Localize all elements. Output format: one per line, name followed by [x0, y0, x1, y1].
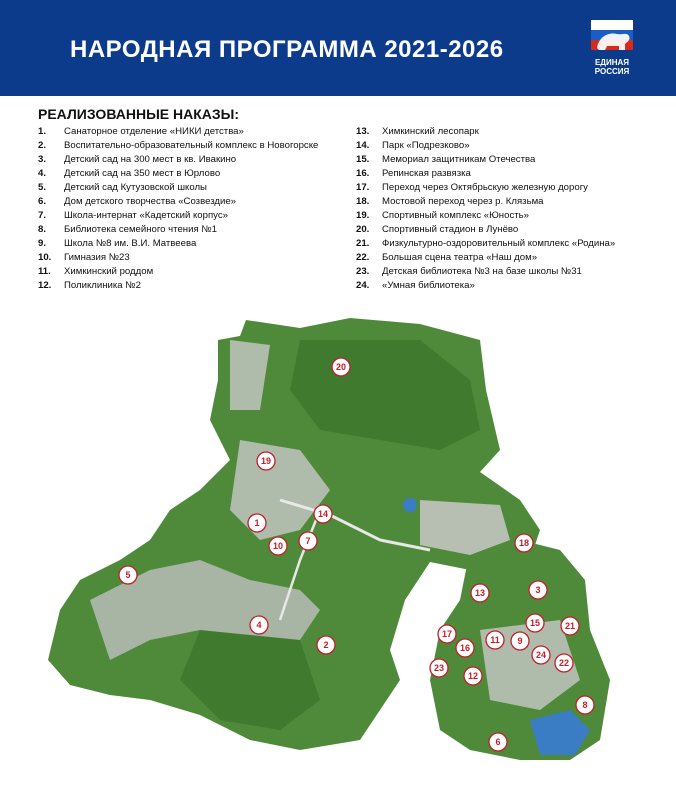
list-item	[38, 280, 338, 291]
pin-label: 3	[535, 585, 541, 595]
pin-label: 18	[518, 538, 530, 548]
item-text: Физкультурно-оздоровительный комплекс «Родина»	[382, 238, 616, 249]
map-pin-15[interactable]	[526, 614, 544, 632]
list-item	[356, 238, 656, 249]
pin-label: 20	[335, 362, 347, 372]
list-item	[38, 154, 338, 165]
item-number: 6.	[38, 196, 47, 207]
map-pin-13[interactable]	[471, 584, 489, 602]
list-item	[38, 182, 338, 193]
pin-label: 5	[125, 570, 131, 580]
map-pin-9[interactable]	[511, 632, 529, 650]
map-pin-1[interactable]	[248, 514, 266, 532]
pin-label: 17	[441, 629, 453, 639]
item-number: 7.	[38, 210, 47, 221]
pin-label: 2	[323, 640, 329, 650]
list-item	[356, 224, 656, 235]
pin-label: 24	[535, 650, 547, 660]
item-text: Воспитательно-образовательный комплекс в Новогорске	[64, 140, 319, 151]
list-item	[38, 210, 338, 221]
list-item	[38, 168, 338, 179]
map-pin-16[interactable]	[456, 639, 474, 657]
logo-text-line-2: РОССИЯ	[594, 67, 630, 76]
pin-label: 19	[260, 456, 272, 466]
list-item	[356, 196, 656, 207]
item-number: 3.	[38, 154, 47, 165]
pin-label: 6	[495, 737, 501, 747]
pin-label: 8	[582, 700, 588, 710]
header-banner	[0, 0, 676, 96]
map-pin-17[interactable]	[438, 625, 456, 643]
list-item	[38, 252, 338, 263]
item-text: Парк «Подрезково»	[382, 140, 470, 151]
item-number: 1.	[38, 126, 47, 137]
map-pin-2[interactable]	[317, 636, 335, 654]
list-item	[356, 140, 656, 151]
item-number: 17.	[356, 182, 370, 193]
pin-label: 10	[272, 541, 284, 551]
item-number: 8.	[38, 224, 47, 235]
map-pin-3[interactable]	[529, 581, 547, 599]
list-item	[356, 154, 656, 165]
list-item	[356, 210, 656, 221]
item-number: 9.	[38, 238, 47, 249]
item-number: 12.	[38, 280, 52, 291]
list-item	[356, 126, 656, 137]
pin-label: 23	[433, 663, 445, 673]
item-text: Дом детского творчества «Созвездие»	[64, 196, 237, 207]
list-item	[38, 196, 338, 207]
list-item	[38, 224, 338, 235]
item-number: 21.	[356, 238, 370, 249]
map-pin-14[interactable]	[314, 505, 332, 523]
map-pin-19[interactable]	[257, 452, 275, 470]
item-text: Детский сад Кутузовской школы	[64, 182, 207, 193]
pin-label: 16	[459, 643, 471, 653]
item-number: 20.	[356, 224, 370, 235]
map-pond	[403, 498, 417, 512]
item-number: 2.	[38, 140, 47, 151]
map-pin-8[interactable]	[576, 696, 594, 714]
pin-label: 9	[517, 636, 523, 646]
item-number: 5.	[38, 182, 47, 193]
map-pin-22[interactable]	[555, 654, 573, 672]
item-text: Гимназия №23	[64, 252, 130, 263]
map-pin-20[interactable]	[332, 358, 350, 376]
item-text: Детский сад на 350 мест в Юрлово	[64, 168, 221, 179]
bear-flag-icon	[583, 18, 641, 58]
pin-label: 14	[317, 509, 329, 519]
map-pin-11[interactable]	[486, 631, 504, 649]
map-pin-10[interactable]	[269, 537, 287, 555]
list-item	[38, 126, 338, 137]
map-pin-24[interactable]	[532, 646, 550, 664]
item-number: 24.	[356, 280, 370, 291]
map-pin-12[interactable]	[464, 667, 482, 685]
list-item	[356, 252, 656, 263]
item-text: Большая сцена театра «Наш дом»	[382, 252, 538, 263]
item-number: 13.	[356, 126, 370, 137]
list-item	[38, 266, 338, 277]
city-map	[0, 300, 676, 800]
item-text: Спортивный стадион в Лунёво	[382, 224, 519, 235]
list-item	[356, 168, 656, 179]
item-number: 10.	[38, 252, 52, 263]
item-text: Химкинский роддом	[64, 266, 154, 277]
pin-label: 15	[529, 618, 541, 628]
item-number: 15.	[356, 154, 370, 165]
item-text: Поликлиника №2	[64, 280, 141, 291]
list-item	[356, 182, 656, 193]
item-number: 22.	[356, 252, 370, 263]
item-text: Библиотека семейного чтения №1	[64, 224, 217, 235]
pin-label: 7	[305, 536, 311, 546]
item-text: Детская библиотека №3 на базе школы №31	[382, 266, 582, 277]
item-text: Школа №8 им. В.И. Матвеева	[64, 238, 197, 249]
item-number: 16.	[356, 168, 370, 179]
item-text: Репинская развязка	[382, 168, 471, 179]
page-title: НАРОДНАЯ ПРОГРАММА 2021-2026	[70, 36, 504, 63]
orders-list-right	[356, 126, 656, 294]
item-text: Мемориал защитникам Отечества	[382, 154, 536, 165]
item-number: 4.	[38, 168, 47, 179]
item-text: Школа-интернат «Кадетский корпус»	[64, 210, 228, 221]
orders-list-left	[38, 126, 338, 294]
pin-label: 13	[474, 588, 486, 598]
item-text: Мостовой переход через р. Клязьма	[382, 196, 544, 207]
item-number: 23.	[356, 266, 370, 277]
map-pin-7[interactable]	[299, 532, 317, 550]
pin-label: 1	[254, 518, 260, 528]
pin-label: 21	[564, 621, 576, 631]
item-text: Спортивный комплекс «Юность»	[382, 210, 529, 221]
list-item	[38, 140, 338, 151]
map-pin-21[interactable]	[561, 617, 579, 635]
item-number: 19.	[356, 210, 370, 221]
map-pin-5[interactable]	[119, 566, 137, 584]
logo-text	[583, 58, 641, 76]
party-logo	[583, 18, 641, 82]
logo-text-line-1: ЕДИНАЯ	[594, 58, 630, 67]
list-item	[356, 280, 656, 291]
map-pin-18[interactable]	[515, 534, 533, 552]
map-pin-6[interactable]	[489, 733, 507, 751]
item-number: 18.	[356, 196, 370, 207]
pin-label: 4	[256, 620, 262, 630]
list-title: РЕАЛИЗОВАННЫЕ НАКАЗЫ:	[38, 106, 240, 122]
pin-label: 12	[467, 671, 479, 681]
list-item	[356, 266, 656, 277]
item-text: Детский сад на 300 мест в кв. Ивакино	[64, 154, 237, 165]
item-text: Санаторное отделение «НИКИ детства»	[64, 126, 244, 137]
item-text: Переход через Октябрьскую железную дорогу	[382, 182, 588, 193]
map-pin-23[interactable]	[430, 659, 448, 677]
pin-label: 22	[558, 658, 570, 668]
item-number: 11.	[38, 266, 51, 277]
item-number: 14.	[356, 140, 370, 151]
item-text: «Умная библиотека»	[382, 280, 475, 291]
pin-label: 11	[490, 635, 500, 645]
list-item	[38, 238, 338, 249]
item-text: Химкинский лесопарк	[382, 126, 479, 137]
map-pin-4[interactable]	[250, 616, 268, 634]
